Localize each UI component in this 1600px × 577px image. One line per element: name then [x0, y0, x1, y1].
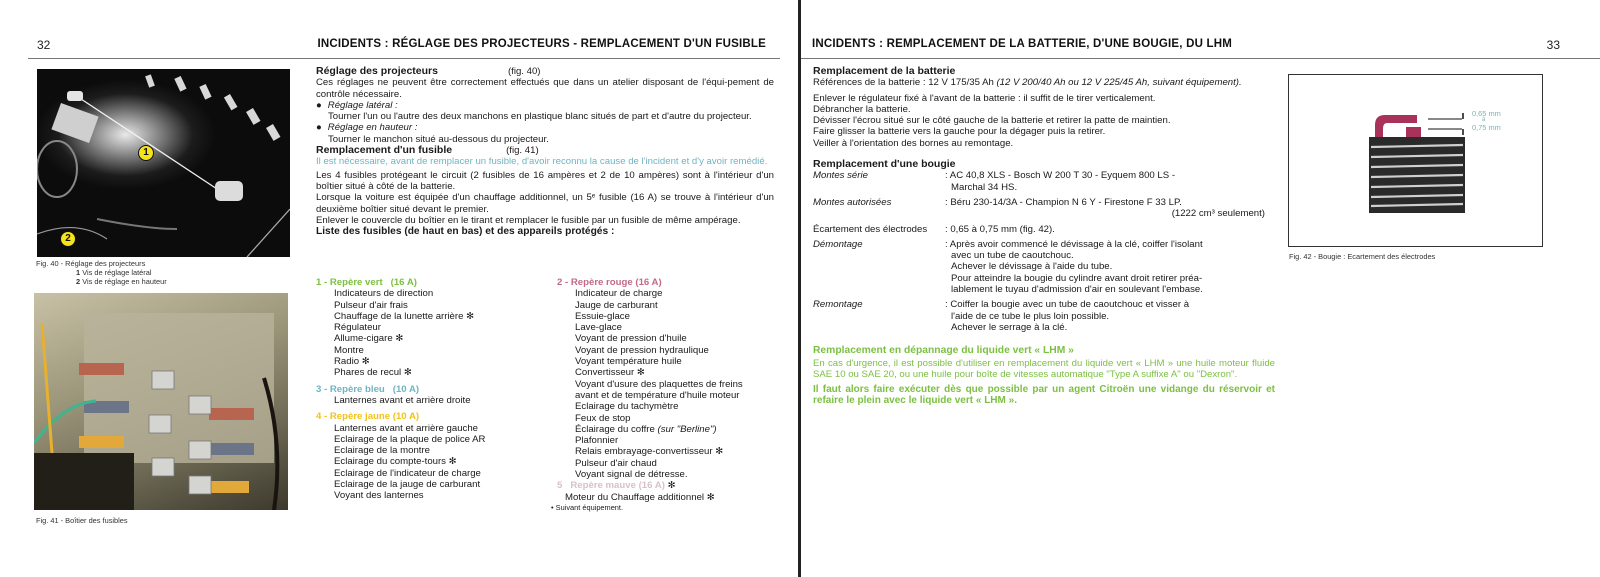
step: Dévisser l'écrou situé sur le côté gauche de la batterie et retirer la patte de maintien. [813, 115, 1171, 127]
fuse-item: Lave-glace [575, 322, 622, 334]
fuse-2-title: 2 - Repère rouge (16 A) [557, 277, 662, 288]
fuse-5-title: 5 Repère mauve (16 A) [557, 480, 665, 492]
fuse-4-title: 4 - Repère jaune (10 A) [316, 411, 420, 423]
page-header: INCIDENTS : RÉGLAGE DES PROJECTEURS - REMPLACEMENT D'UN FUSIBLE [317, 38, 766, 50]
section-heading-headlamps [316, 66, 774, 77]
fuse-item: Régulateur [334, 322, 381, 334]
fuse-item: Voyant température huile [575, 356, 682, 368]
figure-41-fuse-box-photo [34, 293, 288, 510]
spec-row [813, 239, 1275, 295]
footnote: • Suivant équipement. [551, 502, 624, 512]
gap-annotation [1472, 110, 1501, 131]
battery-refs-alt: (12 V 200/40 Ah ou 12 V 225/45 Ah, suivant équipement). [996, 77, 1242, 89]
spec-line: Pour atteindre la bougie du cylindre avant droit retirer préa- [951, 272, 1203, 284]
spec-row [813, 299, 1275, 333]
fuse-item: Eclairage du tachymètre [575, 401, 679, 413]
caption-item-text: Vis de réglage latéral [82, 268, 152, 277]
spec-row [813, 224, 1275, 235]
bullet-text: Tourner le manchon situé au-dessous du projecteur. [328, 133, 549, 145]
fuse-item: Voyant des lanternes [334, 490, 424, 502]
header-rule [801, 58, 1600, 59]
spec-line: : Après avoir commencé le dévissage à la clé, coiffer l'isolant [945, 238, 1203, 250]
bullet-item [316, 122, 774, 133]
fuse-item: Pulseur d'air chaud [575, 457, 657, 469]
page-33 [801, 0, 1600, 577]
spec-value [945, 239, 1203, 295]
figure-40-headlamp-photo [37, 69, 290, 257]
caption-item-text: Vis de réglage en hauteur [82, 277, 167, 286]
fuse-item: Pulseur d'air frais [334, 299, 408, 311]
fuse-item: avant et de température d'huile moteur [575, 389, 740, 401]
callout-marker-2: 2 [60, 231, 76, 247]
section-heading-plug: Remplacement d'une bougie [813, 158, 956, 171]
fuse-item: Jauge de carburant [575, 299, 658, 311]
spec-label: Remontage [813, 299, 863, 311]
fuse-5-title-row [557, 480, 787, 491]
fuse-2-items [557, 288, 787, 480]
gap-separator: à [1482, 117, 1486, 123]
warning-paragraph: Il est nécessaire, avant de remplacer un fusible, d'avoir reconnu la cause de l'incident et d'y avoir remédié. [316, 156, 768, 168]
page-header: INCIDENTS : REMPLACEMENT DE LA BATTERIE, D'UNE BOUGIE, DU LHM [812, 38, 1232, 50]
fuse-item [575, 424, 787, 435]
header-rule [28, 58, 780, 59]
fuse-5-items [557, 492, 787, 503]
fuse-item: Eclairage de la jauge de carburant [334, 479, 481, 491]
page-number: 33 [1546, 38, 1560, 52]
spec-line: Achever le dévissage à l'aide du tube. [951, 261, 1113, 273]
fuse-item: Eclairage de la montre [334, 445, 430, 457]
paragraph: Les 4 fusibles protégeant le circuit (2 fusibles de 16 ampères et 2 de 10 ampères) sont à l'intérieur d'un boîtier situé à côté de la batterie. [316, 169, 774, 192]
spec-line: (1222 cm³ seulement) [1171, 208, 1265, 220]
step: Débrancher la batterie. [813, 103, 911, 115]
spec-label: Écartement des électrodes [813, 223, 928, 235]
fuse-item: Plafonnier [575, 435, 619, 447]
fuse-list-left [316, 277, 551, 502]
left-text-column [316, 66, 774, 237]
bullet-icon: ● [316, 99, 322, 111]
fuse-item: Eclairage de l'indicateur de charge [334, 467, 481, 479]
fuse-item: Chauffage de la lunette arrière ✻ [334, 310, 475, 322]
right-text-column [813, 66, 1275, 407]
fuse-list-heading: Liste des fusibles (de haut en bas) et des appareils protégés : [316, 226, 615, 238]
fuse-item-text: Éclairage du coffre [575, 423, 655, 435]
spark-plug-drawing [1289, 75, 1542, 246]
fuse-item: Phares de recul ✻ [334, 367, 412, 379]
fuse-1-title: 1 - Repère vert (16 A) [316, 277, 417, 288]
spec-value [945, 197, 1265, 220]
step: Veiller à l'orientation des bornes au remontage. [813, 137, 1014, 149]
spec-value [945, 299, 1189, 333]
fuse-item: Feux de stop [575, 412, 631, 424]
bullet-icon: ● [316, 122, 322, 134]
figure-42-caption: Fig. 42 - Bougie : Ecartement des électrodes [1289, 252, 1436, 261]
spec-line: : Coiffer la bougie avec un tube de caoutchouc et visser à [945, 299, 1190, 311]
spec-line: : 0,65 à 0,75 mm (fig. 42). [945, 223, 1055, 235]
headlamp-illustration [37, 69, 290, 257]
figure-40-caption [36, 259, 167, 286]
spec-label: Démontage [813, 238, 863, 250]
fuse-3-items [316, 395, 551, 406]
battery-refs [813, 77, 1275, 88]
section-heading-lhm: Remplacement en dépannage du liquide vert « LHM » [813, 345, 1074, 357]
fuse-box-illustration [34, 293, 288, 510]
spec-line: Marchal 34 HS. [951, 181, 1018, 193]
paragraph: Enlever le couvercle du boîtier en le tirant et remplacer le fusible par un fusible de même ampérage. [316, 214, 741, 226]
spec-label: Montes série [813, 170, 868, 182]
fuse-item: Voyant de pression d'huile [575, 333, 687, 345]
fuse-item: Voyant signal de détresse. [575, 469, 688, 481]
caption-item [36, 277, 167, 286]
fuse-item: Voyant de pression hydraulique [575, 344, 709, 356]
battery-steps [813, 93, 1275, 149]
section-heading-battery: Remplacement de la batterie [813, 65, 956, 77]
bullet-text: Tourner l'un ou l'autre des deux manchons en plastique blanc situés de part et d'autre du projecteur. [328, 111, 752, 123]
lhm-paragraph: En cas d'urgence, il est possible d'utiliser en remplacement du liquide vert « LHM » une huile moteur fluide SAE 10 ou SAE 20, ou une huile pour boîte de vitesses automatique "Type A suffixe A" ou "Dexron". [813, 357, 1275, 380]
spec-line: lablement le tuyau d'admission d'air en soulevant l'embase. [951, 284, 1203, 296]
fuse-item: Moteur du Chauffage additionnel ✻ [565, 491, 715, 503]
caption-item [36, 268, 167, 277]
fuse-item: Indicateur de charge [575, 288, 663, 300]
bullet-item [316, 100, 774, 111]
spec-value [945, 170, 1175, 193]
battery-refs-text: Références de la batterie : 12 V 175/35 Ah [813, 77, 997, 89]
fuse-3-title: 3 - Repère bleu (10 A) [316, 383, 420, 395]
fuse-item-note: (sur "Berline") [657, 423, 717, 435]
page-number: 32 [37, 38, 51, 52]
page-32 [0, 0, 798, 577]
figure-42-spark-plug [1288, 74, 1543, 247]
spec-line: Achever le serrage à la clé. [951, 321, 1068, 333]
bullet-label: Réglage latéral : [327, 99, 398, 111]
fuse-item: Lanternes avant et arrière gauche [334, 422, 478, 434]
fuse-item: Lanternes avant et arrière droite [334, 394, 471, 406]
gap-min: 0,65 mm [1472, 109, 1501, 118]
fuse-item: Eclairage du compte-tours ✻ [334, 456, 457, 468]
caption-item-number: 1 [76, 268, 81, 277]
fuse-4-items [316, 423, 551, 502]
plug-threads [1369, 137, 1465, 213]
section-heading-fuse [316, 145, 774, 156]
spec-line: avec un tube de caoutchouc. [951, 250, 1074, 262]
heading-text: Remplacement d'un fusible [316, 144, 453, 157]
spec-label: Montes autorisées [813, 196, 892, 208]
fuse-1-items [316, 288, 551, 378]
step: Enlever le régulateur fixé à l'avant de la batterie : il suffit de le tirer verticalement. [813, 92, 1156, 104]
callout-marker-1: 1 [138, 145, 154, 161]
bullet-label: Réglage en hauteur : [327, 122, 418, 134]
heading-text: Réglage des projecteurs [316, 65, 438, 77]
step: Faire glisser la batterie vers la gauche pour la dégager puis la retirer. [813, 126, 1106, 138]
spec-row [813, 197, 1275, 220]
spec-row [813, 170, 1275, 193]
asterisk-icon: ✻ [667, 480, 676, 492]
fuse-item: Convertisseur ✻ [575, 367, 645, 379]
spec-line: : AC 40,8 XLS - Bosch W 200 T 30 - Eyquem 800 LS - [945, 170, 1176, 182]
fuse-item: Essuie-glace [575, 310, 630, 322]
caption-title: Fig. 40 - Réglage des projecteurs [36, 259, 146, 268]
figure-reference: (fig. 41) [506, 145, 539, 157]
fuse-item: Allume-cigare ✻ [334, 333, 404, 345]
paragraph: Lorsque la voiture est équipée d'un chauffage additionnel, un 5ᵉ fusible (16 A) se trouve à l'intérieur d'un deuxième boîtier situé devant le premier. [316, 192, 774, 215]
fuse-item: Relais embrayage-convertisseur ✻ [575, 446, 724, 458]
spec-value [945, 224, 1055, 235]
caption-item-number: 2 [76, 277, 81, 286]
paragraph: Ces réglages ne peuvent être correctement effectués que dans un atelier disposant de l'équi-pement de contrôle nécessaire. [316, 77, 774, 100]
center-electrode [1406, 127, 1421, 137]
fuse-item: Eclairage de la plaque de police AR [334, 433, 486, 445]
spec-line: : Béru 230-14/3A - Champion N 6 Y - Firestone F 33 LP. [945, 196, 1182, 208]
fuse-item: Voyant d'usure des plaquettes de freins [575, 378, 743, 390]
figure-reference: (fig. 40) [507, 66, 541, 77]
fuse-item: Indicateurs de direction [334, 288, 434, 300]
figure-41-caption: Fig. 41 - Boîtier des fusibles [36, 516, 128, 525]
fuse-list-right [551, 277, 787, 512]
gap-max: 0,75 mm [1472, 123, 1501, 132]
spec-line: l'aide de ce tube le plus loin possible. [951, 310, 1110, 322]
fuse-item: Radio ✻ [334, 356, 370, 368]
fuse-item: Montre [334, 344, 364, 356]
lhm-instruction: Il faut alors faire exécuter dès que possible par un agent Citroën une vidange du réservoir et refaire le plein avec le liquide vert « LHM ». [813, 384, 1275, 407]
